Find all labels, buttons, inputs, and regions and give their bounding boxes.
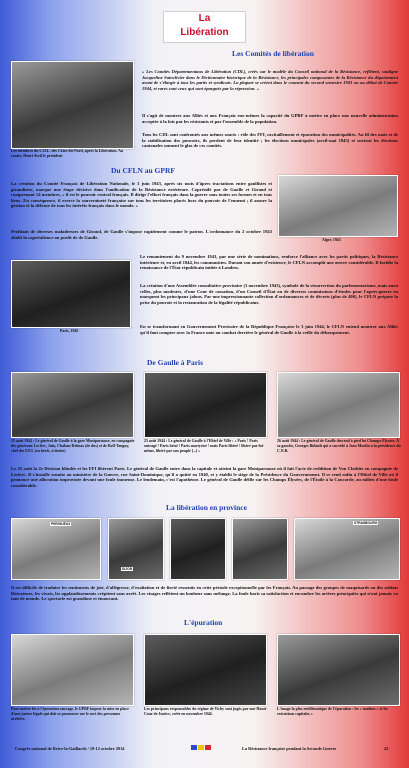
- comites-paragraph-2: Il s'agit de montrer aux Alliés et aux Français eux-mêmes la capacité du GPRF à mettre en place une nouvelle administration acceptée à la fois par les résistants et par l'ensemble de la population.: [142, 113, 398, 124]
- footer-series: La Résistance française pendant la Seconde Guerre: [242, 746, 337, 751]
- province-crowd-photo-1: [170, 518, 226, 580]
- comites-paragraph-1: « Les Comités Départementaux de Libération (CDL), créés sur le modèle du Conseil national de la Résistance, reflètent, souligne Jacqueline Sainclivier dans le Dictionnaire historique de la Résistance, les principales composantes de la Résistance du département avant de s'élargir à tous les partis et syndicats. La plupart se créent dans le courant du second semestre 1943 ou au début de l'année 1944, et rares sont ceux qui sont épargnés par la répression. »: [142, 69, 398, 91]
- province-paragraph: Il est difficile de traduire les sentiments de joie, d'allégresse, d'exaltation et de fierté ressentis en cette période exceptionnelle par les Français. Au passage des groupes de maquisards ou des soldats libérateurs, les vivats, les applaudissements crépitent sans arrêt. Les visages reflètent un bonheur sans mélange. La foule baris sa satisfaction et encombre les artères principales qui n'ont jamais vu tant de monde. Le spectacle est grandiose et émouvant.: [11, 585, 398, 602]
- logo-red-mark: [205, 745, 211, 750]
- cfln-paragraph-1: La création du Comité Français de Libération Nationale, le 3 juin 1943, après six mois d'âpres tractations entre gaullistes et giraudistes, marque une étape décisive dans l'unification de la Résistance extérieure. Coprésidé par de Gaulle et Giraud et comprenant 14 membres, « il est le pouvoir central français. Il dirige l'effort français dans la guerre sous toutes ses formes et en tous lieux. En conséquence, il exerce la souveraineté française sur tous les territoires placés hors du pouvoir de l'ennemi ; il assure la gestion et la défense de tous les intérêts français dans le monde. »: [11, 181, 272, 209]
- cfln-paragraph-4: La création d'une Assemblée consultative provisoire (3 novembre 1943), symbole de la résurrection du parlementarisme, mais aussi celles, plus modestes, d'une Cour de cassation, d'un Conseil d'État ou de diverses commissions d'études pour l'après-guerre en marquent les principaux jalons. Par une impressionnante collection d'ordonnances et de décrets (plus de 400), le CFLN prépare la prise du pouvoir et la restauration de la légalité républicaine.: [140, 283, 398, 305]
- montparnasse-photo: [11, 372, 134, 438]
- epuration-justice-photo: [11, 634, 134, 706]
- page-title: [163, 11, 246, 43]
- cfln-paragraph-5: En se transformant en Gouvernement Provisoire de la République Française le 3 juin 1944, le CFLN entend montrer aux Alliés qu'il faut compter avec la France unie au combat derrière le général de Gaulle à la veille du débarquement.: [140, 324, 398, 335]
- montparnasse-caption: 25 août 1944 : Le général de Gaulle à la gare Montparnasse, en compagnie des généraux Leclerc, Juin, Chaban-Delmas (de dos) et de Roll-Tanguy, chef des F.F.I. (en bérêt, à droite): [11, 439, 135, 453]
- section-title-epuration: L'épuration: [184, 618, 223, 627]
- page-title-line2: Libération: [180, 27, 229, 38]
- province-crowd-photo-2: [232, 518, 288, 580]
- strasbourg-photo: [294, 518, 400, 580]
- section-title-paris: De Gaulle à Paris: [147, 358, 204, 367]
- cfln-paragraph-2: Profitant de diverses maladresses de Giraud, de Gaulle s'impose rapidement comme le patron. L'ordonnance du 2 octobre 1943 abolit la coprésidence au profit de de Gaulle.: [11, 229, 272, 240]
- alger-photo-caption: Alger, 1943: [322, 238, 341, 242]
- haute-cour-caption: Les principaux responsables du régime de Vichy sont jugés par une Haute Cour de Justice, créée en novembre 1944.: [144, 707, 267, 716]
- epuration-justice-caption: Pour mettre fin à l'épuration sauvage, le GPRF impose la mise en place d'une justice légale qui doit se prononcer sur le sort des personnes arrêtées.: [11, 707, 129, 721]
- paris-1945-photo: [11, 260, 131, 328]
- hotel-de-ville-photo: [144, 372, 267, 438]
- champs-elysees-caption: 26 août 1944 : Le général de Gaulle descend à pied les Champs-Élysées. À sa gauche, Georges Bidault qui a succédé à Jean Moulin à la présidence du C.N.R.: [277, 439, 401, 453]
- paris-paragraph: Le 25 août la 2e Division blindée et les FFI libèrent Paris. Le général de Gaulle entre dans la capitale et atteint la gare Montparnasse où il fait l'acte de reddition de Von Choltitz en compagnie de Leclerc. Il s'installe ensuite au ministère de la Guerre, rue Saint-Dominique, qu'il a quitté en 1940, et y établit le siège de la Présidence du Gouvernement. Il se rend enfin à l'Hôtel de Ville où il prononce une allocution improvisée devant une foule immense. Le lendemain, c'est l'apothéose. Le général de Gaulle défile sur les Champs Élysées, de l'Étoile à la Concorde, au milieu d'une foule considérable.: [11, 466, 398, 488]
- cfln-paragraph-3: Le remaniement du 9 novembre 1943, par une série de nominations, renforce l'alliance avec les partis politiques, la Résistance intérieure et, en avril 1944, les communistes. Durant son année d'existence, le CFLN accomplit une œuvre considérable. Il fortifie la renaissance de l'État républicain initiée à Londres.: [140, 254, 398, 271]
- alger-photo: [278, 175, 398, 237]
- hotel-de-ville-caption: 25 août 1944 : Le général de Gaulle à l'Hôtel de Ville : « Paris ! Paris outragé ! Paris brisé ! Paris martyrisé ! mais Paris libéré ! libéré par lui-même, libéré par son peuple [...] »: [144, 439, 265, 453]
- footer-logo: [191, 745, 211, 750]
- logo-blue-mark: [191, 745, 197, 750]
- champs-elysees-photo: [277, 372, 400, 438]
- section-title-comites: Les Comités de libération: [232, 49, 314, 58]
- cdl-photo-caption: Les membres du C.D.L. des Côtes-du-Nord, après la Libération. Au centre, Henri Avril le président: [11, 149, 124, 158]
- paris-1945-photo-caption: Paris, 1945: [60, 329, 79, 333]
- page-title-line1: La: [198, 13, 211, 24]
- strasbourg-sign: STRASBOURG: [354, 521, 378, 525]
- section-title-cfln: Du CFLN au GPRF: [111, 166, 175, 175]
- comites-paragraph-3: Tous les CDL sont confrontés aux mêmes soucis : rôle des FFI, ravitaillement et épuration des municipalités. Au fil des mois et de la stabilisation des pouvoirs, ils perdent de leur identité ; les élections municipales (avril-mai 1945) et surtout les élections cantonales sonnent le glas de ces comités.: [142, 132, 398, 149]
- dijon-photo: [108, 518, 164, 580]
- tondues-photo: [277, 634, 400, 706]
- dijon-sign: DIJON: [122, 567, 133, 571]
- footer-page-number: 22: [384, 746, 389, 751]
- footer-congress: Congrès national de Brive-la-Gaillarde / 10-12 octobre 2014: [15, 746, 125, 751]
- cdl-photo: [11, 61, 134, 149]
- perigueux-photo: [11, 518, 101, 580]
- haute-cour-photo: [144, 634, 267, 706]
- logo-yellow-mark: [198, 745, 204, 750]
- tondues-caption: L'image la plus emblématique de l'épuration : les « tondues » et les exécutions capitales »: [277, 707, 388, 716]
- perigueux-sign: PERIGUEUX: [51, 522, 71, 526]
- section-title-province: La libération en province: [166, 503, 247, 512]
